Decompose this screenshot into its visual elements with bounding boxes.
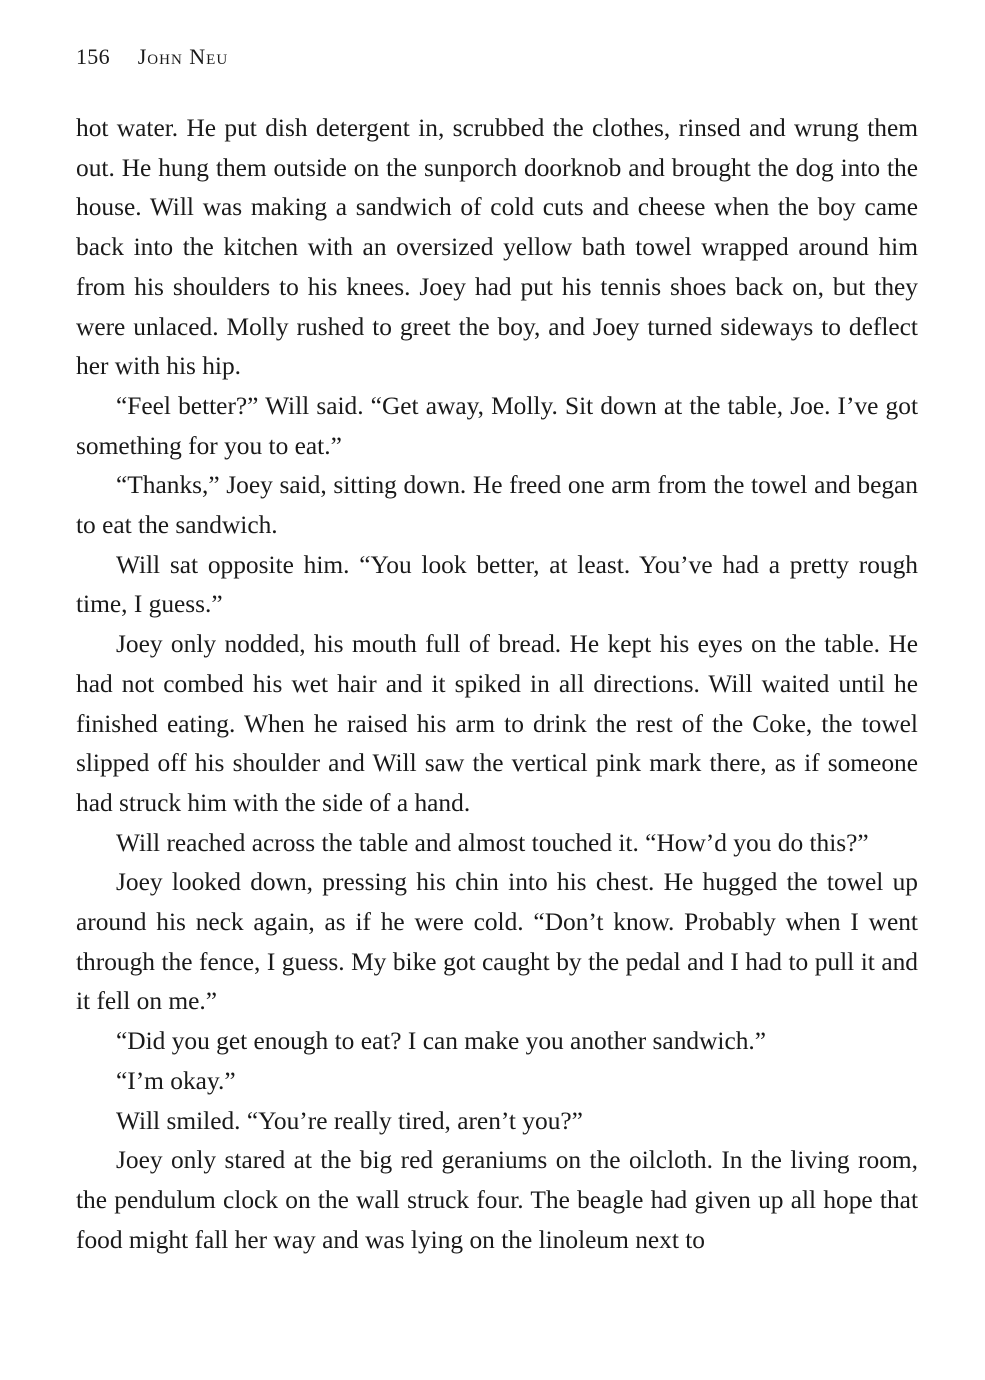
body-text <box>76 109 918 1260</box>
paragraph: Joey only nodded, his mouth full of bread. He kept his eyes on the table. He had not combed his wet hair and it spiked in all directions. Will waited until he finished eating. When he raised his arm to drink the rest of the Coke, the towel slipped off his shoulder and Will saw the vertical pink mark there, as if someone had struck him with the side of a hand. <box>76 630 918 817</box>
running-head-author: John Neu <box>137 44 229 69</box>
paragraph: hot water. He put dish detergent in, scrubbed the clothes, rinsed and wrung them out. He hung them outside on the sunporch doorknob and brought the dog into the house. Will was making a sandwich of cold cuts and cheese when the boy came back into the kitchen with an oversized yellow bath towel wrapped around him from his shoulders to his knees. Joey had put his tennis shoes back on, but they were unlaced. Molly rushed to greet the boy, and Joey turned sideways to deflect her with his hip. <box>76 114 918 381</box>
paragraph: Will reached across the table and almost touched it. “How’d you do this?” <box>116 828 869 857</box>
paragraph: Joey only stared at the big red geraniums on the oilcloth. In the living room, the pendulum clock on the wall struck four. The beagle had given up all hope that food might fall her way and was lying on the linoleum next to <box>76 1146 918 1254</box>
paragraph: “I’m okay.” <box>116 1066 236 1095</box>
paragraph: “Feel better?” Will said. “Get away, Molly. Sit down at the table, Joe. I’ve got something for you to eat.” <box>76 391 918 460</box>
paragraph: Will sat opposite him. “You look better, at least. You’ve had a pretty rough time, I guess.” <box>76 550 918 619</box>
paragraph: Will smiled. “You’re really tired, aren’t you?” <box>116 1106 583 1135</box>
paragraph: “Did you get enough to eat? I can make you another sandwich.” <box>116 1027 767 1056</box>
page-number: 156 <box>76 44 110 69</box>
paragraph: “Thanks,” Joey said, sitting down. He freed one arm from the towel and began to eat the sandwich. <box>76 471 918 540</box>
paragraph: Joey looked down, pressing his chin into his chest. He hugged the towel up around his neck again, as if he were cold. “Don’t know. Probably when I went through the fence, I guess. My bike got caught by the pedal and I had to pull it and it fell on me.” <box>76 868 918 1016</box>
running-head <box>76 42 228 72</box>
